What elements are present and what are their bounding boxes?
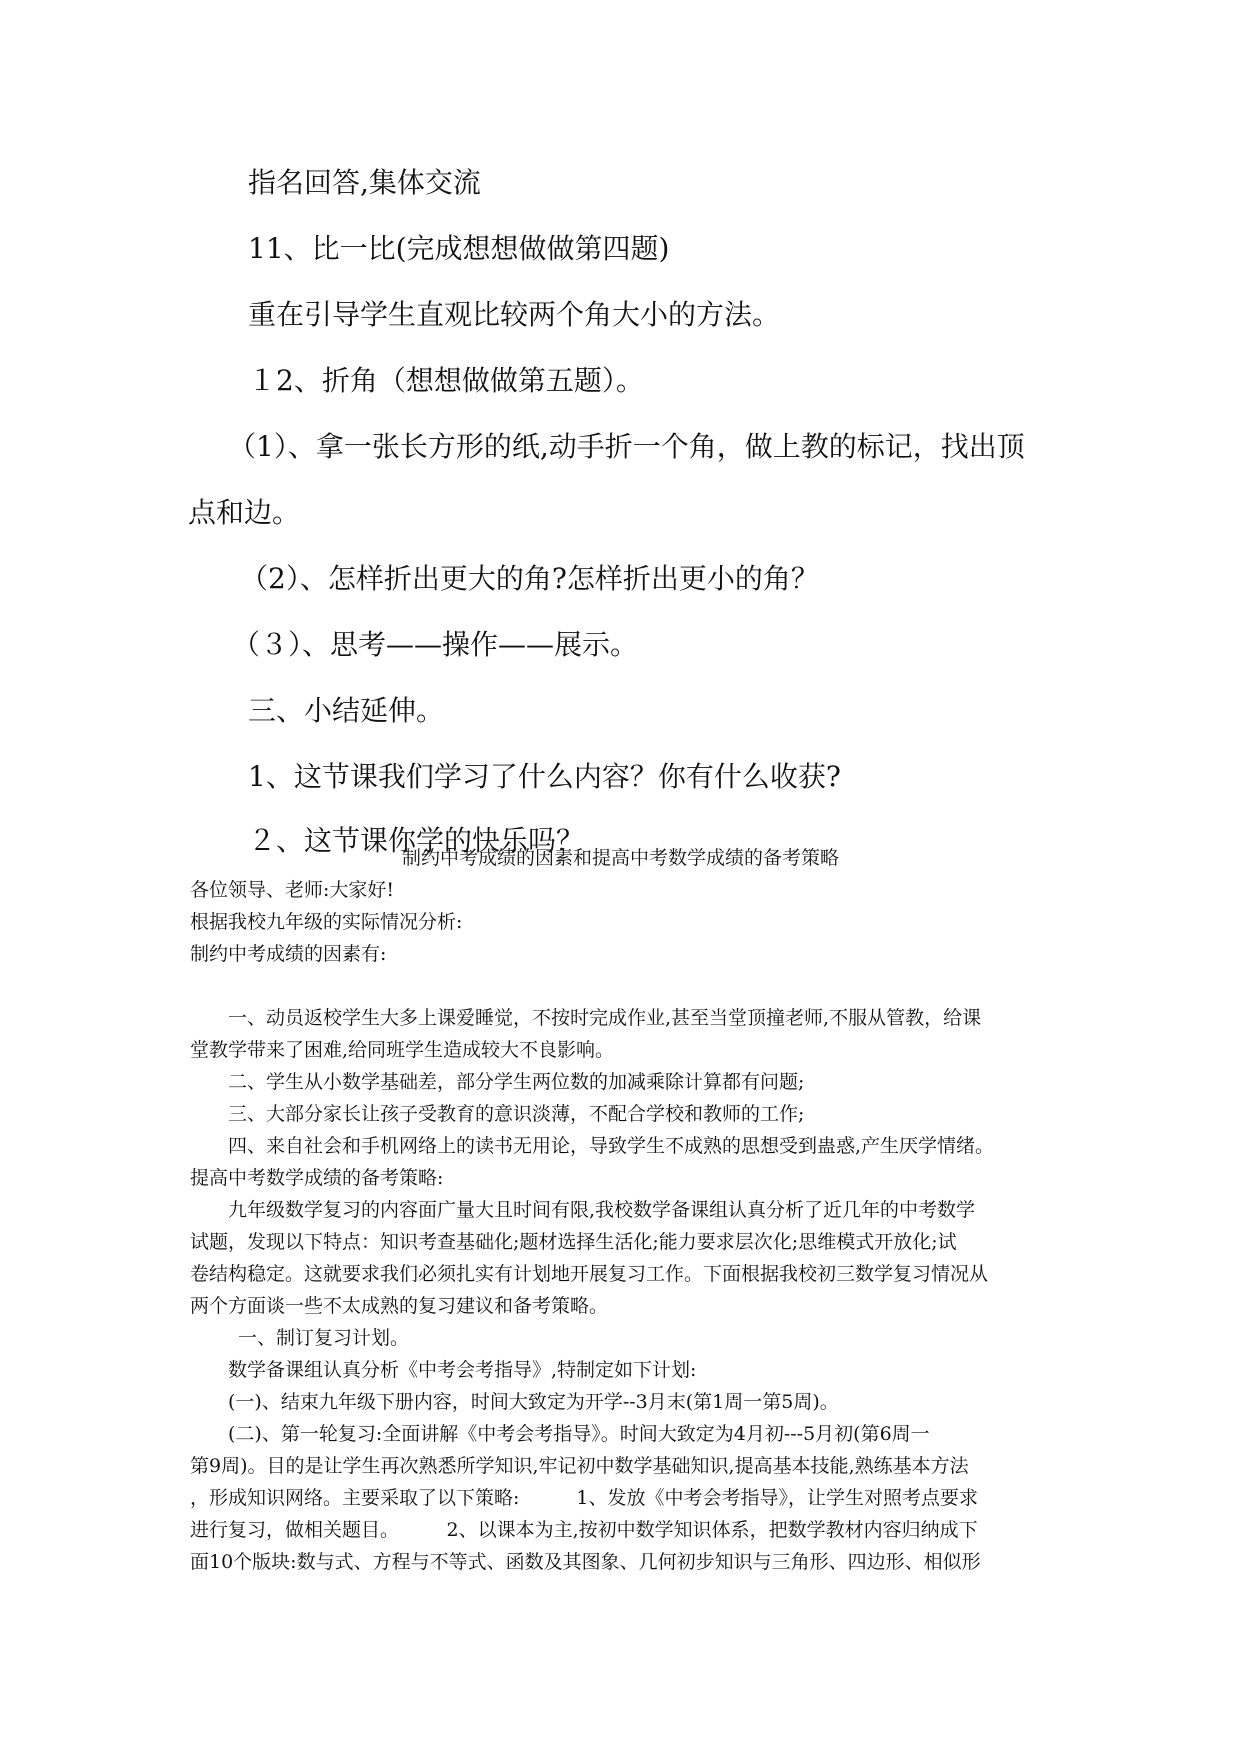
text-line: 第9周)。目的是让学生再次熟悉所学知识,牢记初中数学基础知识,提高基本技能,熟练基本方法 [190, 1455, 969, 1477]
text-line: 一、制订复习计划。 [238, 1327, 410, 1349]
text-line: （2）、怎样折出更大的角?怎样折出更小的角？ [240, 562, 819, 595]
text-line: 各位领导、老师:大家好! [190, 879, 395, 901]
text-line: 卷结构稳定。这就要求我们必须扎实有计划地开展复习工作。下面根据我校初三数学复习情况从 [190, 1263, 989, 1285]
text-line: 根据我校九年级的实际情况分析: [190, 911, 463, 933]
text-line: 重在引导学生直观比较两个角大小的方法。 [248, 298, 781, 331]
text-line: 点和边。 [188, 496, 301, 529]
text-line: 数学备课组认真分析《中考会考指导》,特制定如下计划: [228, 1359, 697, 1381]
text-line: 进行复习，做相关题目。 2、以课本为主,按初中数学知识体系，把数学教材内容归纳成下 [190, 1519, 978, 1541]
text-line: 指名回答,集体交流 [248, 166, 481, 199]
text-line: 堂教学带来了困难,给同班学生造成较大不良影响。 [190, 1039, 615, 1061]
text-line: ２、这节课你学的快乐吗？ [248, 824, 585, 857]
article-title: 制约中考成绩的因素和提高中考数学成绩的备考策略 [401, 847, 839, 869]
text-line: 四、来自社会和手机网络上的读书无用论，导致学生不成熟的思想受到蛊惑,产生厌学情绪。 [228, 1135, 995, 1157]
text-line: 九年级数学复习的内容面广量大且时间有限,我校数学备课组认真分析了近几年的中考数学 [228, 1199, 976, 1221]
text-line: 试题，发现以下特点：知识考查基础化;题材选择生活化;能力要求层次化;思维模式开放化;试 [190, 1231, 957, 1253]
text-line: 11、比一比(完成想想做做第四题) [248, 232, 670, 265]
text-line: １2、折角（想想做做第五题）。 [248, 364, 644, 397]
text-line: 制约中考成绩的因素有: [190, 943, 387, 965]
text-line: 两个方面谈一些不太成熟的复习建议和备考策略。 [190, 1295, 609, 1317]
text-line: 提高中考数学成绩的备考策略: [190, 1167, 444, 1189]
text-line: 面10个版块:数与式、方程与不等式、函数及其图象、几何初步知识与三角形、四边形、相似形 [190, 1551, 981, 1573]
text-line: 二、学生从小数学基础差，部分学生两位数的加减乘除计算都有问题; [228, 1071, 805, 1093]
text-line: 1、这节课我们学习了什么内容？你有什么收获? [248, 760, 841, 793]
text-line: （1）、拿一张长方形的纸,动手折一个角，做上教的标记，找出顶 [228, 430, 1025, 463]
text-line: (一)、结束九年级下册内容，时间大致定为开学--3月末(第1周一第5周)。 [228, 1391, 839, 1413]
text-line: （３）、思考——操作——展示。 [232, 628, 639, 661]
text-line: ，形成知识网络。主要采取了以下策略: 1、发放《中考会考指导》，让学生对照考点要求 [190, 1487, 978, 1509]
text-line: (二)、第一轮复习:全面讲解《中考会考指导》。时间大致定为4月初---5月初(第6周一 [228, 1423, 930, 1445]
text-line: 三、小结延伸。 [248, 694, 445, 727]
text-line: 一、动员返校学生大多上课爱睡觉，不按时完成作业,甚至当堂顶撞老师,不服从管教，给课 [228, 1007, 982, 1029]
text-line: 三、大部分家长让孩子受教育的意识淡薄，不配合学校和教师的工作; [228, 1103, 805, 1125]
